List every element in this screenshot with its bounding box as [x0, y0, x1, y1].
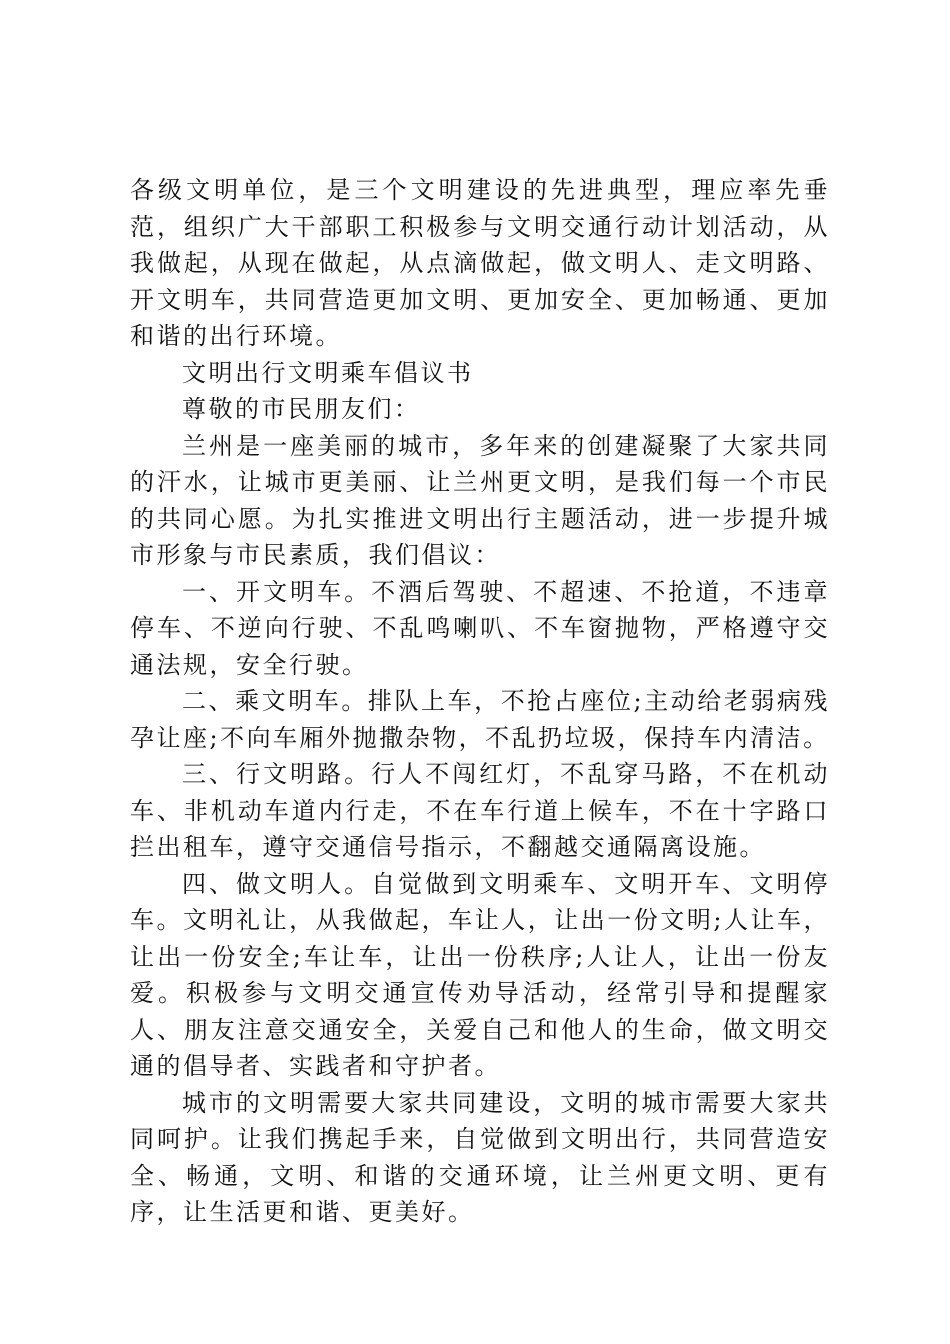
paragraph-intro: 各级文明单位，是三个文明建设的先进典型，理应率先垂范，组织广大干部职工积极参与文明交通行动计划活动，从我做起，从现在做起，从点滴做起，做文明人、走文明路、开文明车，共同营造更加文明、更加安全、更加畅通、更加和谐的出行环境。	[130, 176, 830, 350]
paragraph-preamble: 兰州是一座美丽的城市，多年来的创建凝聚了大家共同的汗水，让城市更美丽、让兰州更文明，是我们每一个市民的共同心愿。为扎实推进文明出行主题活动，进一步提升城市形象与市民素质，我们倡议：	[130, 431, 830, 569]
paragraph-item-2: 二、乘文明车。排队上车，不抢占座位;主动给老弱病残孕让座;不向车厢外抛撒杂物，不乱扔垃圾，保持车内清洁。	[130, 687, 830, 752]
paragraph-item-3: 三、行文明路。行人不闯红灯，不乱穿马路，不在机动车、非机动车道内行走，不在车行道上候车，不在十字路口拦出租车，遵守交通信号指示，不翻越交通隔离设施。	[130, 760, 830, 861]
paragraph-item-1: 一、开文明车。不酒后驾驶、不超速、不抢道，不违章停车、不逆向行驶、不乱鸣喇叭、不车窗抛物，严格遵守交通法规，安全行驶。	[130, 577, 830, 679]
document-title: 文明出行文明乘车倡议书	[182, 358, 474, 387]
document-body	[130, 172, 830, 1231]
salutation: 尊敬的市民朋友们：	[182, 395, 421, 423]
paragraph-item-4: 四、做文明人。自觉做到文明乘车、文明开车、文明停车。文明礼让，从我做起，车让人，让出一份文明;人让车，让出一份安全;车让车，让出一份秩序;人让人，让出一份友爱。积极参与文明交通宣传劝导活动，经常引导和提醒家人、朋友注意交通安全，关爱自己和他人的生命，做文明交通的倡导者、实践者和守护者。	[130, 869, 830, 1080]
paragraph-closing: 城市的文明需要大家共同建设，文明的城市需要大家共同呵护。让我们携起手来，自觉做到文明出行，共同营造安全、畅通，文明、和谐的交通环境，让兰州更文明、更有序，让生活更和谐、更美好。	[130, 1088, 830, 1226]
